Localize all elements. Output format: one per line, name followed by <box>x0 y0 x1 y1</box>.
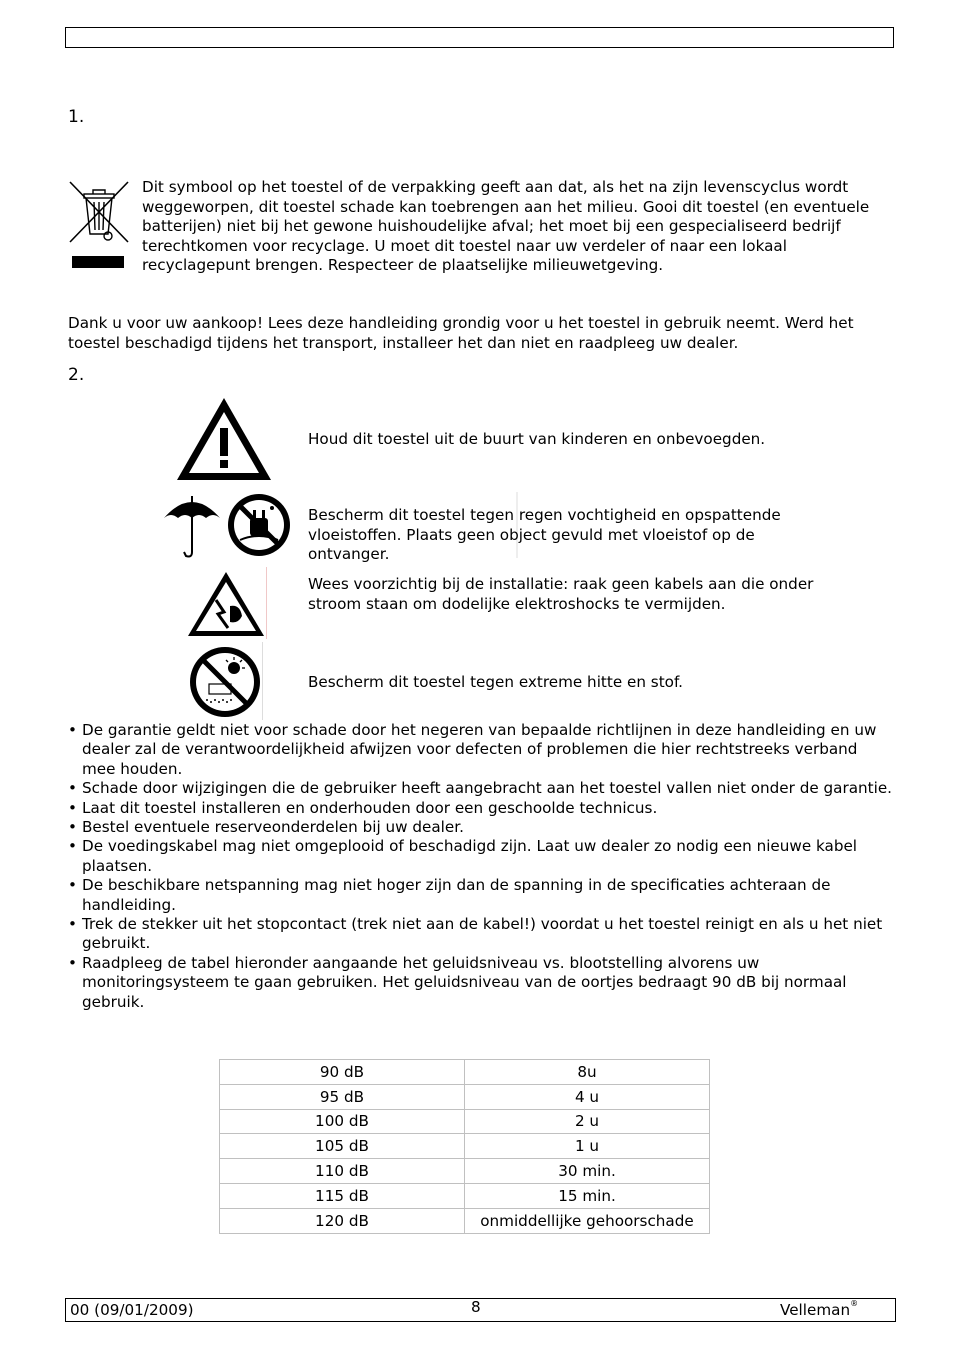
warning-heat-text: Bescherm dit toestel tegen extreme hitte en stof. <box>308 673 684 691</box>
warning-children-text: Houd dit toestel uit de buurt van kinderen en onbevoegden. <box>308 430 766 448</box>
table-row <box>220 1183 710 1208</box>
table-row <box>220 1084 710 1109</box>
warning-moisture-text: Bescherm dit toestel tegen regen vochtigheid en opspattende vloeistoffen. Plaats geen object gevuld met vloeistof op de ontvanger. <box>308 506 781 564</box>
table-cell-duration: onmiddellijke gehoorschade <box>465 1208 710 1233</box>
no-liquid-icon <box>226 492 292 558</box>
page-number: 8 <box>471 1298 481 1316</box>
list-item: • De beschikbare netspanning mag niet hoger zijn dan de spanning in de specificaties achteraan de handleiding. <box>68 876 894 915</box>
list-item: • Bestel eventuele reserveonderdelen bij uw dealer. <box>68 818 894 837</box>
table-row <box>220 1109 710 1134</box>
table-row <box>220 1208 710 1233</box>
registered-mark: ® <box>850 1299 859 1308</box>
list-item: • De garantie geldt niet voor schade door het negeren van bepaalde richtlijnen in deze handleiding en uw dealer zal de verantwoordelijkheid afwijzen voor defecten of problemen die hier rechtstreeks verband mee houden. <box>68 721 894 779</box>
table-cell-level: 120 dB <box>220 1208 465 1233</box>
table-cell-level: 100 dB <box>220 1109 465 1134</box>
section-2-number: 2. <box>68 365 85 385</box>
table-cell-level: 90 dB <box>220 1060 465 1085</box>
no-heat-dust-icon <box>187 646 263 718</box>
electric-shock-icon <box>186 570 266 638</box>
weee-bin-icon <box>68 180 130 270</box>
header-box <box>65 27 894 48</box>
list-item: • De voedingskabel mag niet omgeplooid of beschadigd zijn. Laat uw dealer zo nodig een nieuwe kabel plaatsen. <box>68 837 894 876</box>
icon-divider <box>266 567 267 639</box>
safety-guidelines-list <box>68 721 894 1012</box>
table-cell-duration: 30 min. <box>465 1159 710 1184</box>
table-cell-duration: 15 min. <box>465 1183 710 1208</box>
icon-divider <box>262 642 263 720</box>
table-cell-duration: 4 u <box>465 1084 710 1109</box>
umbrella-icon <box>162 490 222 560</box>
table-row <box>220 1134 710 1159</box>
noise-exposure-table <box>219 1059 710 1234</box>
table-cell-duration: 1 u <box>465 1134 710 1159</box>
table-row <box>220 1159 710 1184</box>
table-cell-duration: 8u <box>465 1060 710 1085</box>
table-cell-level: 95 dB <box>220 1084 465 1109</box>
table-cell-level: 115 dB <box>220 1183 465 1208</box>
list-item: • Laat dit toestel installeren en onderhouden door een geschoolde technicus. <box>68 799 894 818</box>
table-cell-level: 105 dB <box>220 1134 465 1159</box>
footer-version: 00 (09/01/2009) <box>70 1301 194 1319</box>
warning-triangle-icon <box>175 396 273 482</box>
weee-disposal-text: Dit symbool op het toestel of de verpakking geeft aan dat, als het na zijn levenscyclus wordt weggeworpen, dit toestel schade kan toebrengen aan het milieu. Gooi dit toestel (en eventuele batterijen) niet bij het gewone huishoudelijke afval; het moet bij een gespecialiseerd bedrijf terechtkomen voor recyclage. U moet dit toestel naar uw verdeler of naar een lokaal recyclagepunt brengen. Respecteer de plaatselijke milieuwetgeving. <box>142 178 870 275</box>
table-row <box>220 1060 710 1085</box>
section-1-number: 1. <box>68 107 85 127</box>
thanks-intro-text: Dank u voor uw aankoop! Lees deze handleiding grondig voor u het toestel in gebruik neemt. Werd het toestel beschadigd tijdens het transport, installeer het dan niet en raadpleeg uw dealer. <box>68 314 854 352</box>
list-item: • Trek de stekker uit het stopcontact (trek niet aan de kabel!) voordat u het toestel reinigt en als u het niet gebruikt. <box>68 915 894 954</box>
list-item: • Raadpleeg de tabel hieronder aangaande het geluidsniveau vs. blootstelling alvorens uw monitoringsysteem te gaan gebruiken. Het geluidsniveau van de oortjes bedraagt 90 dB bij normaal gebruik. <box>68 954 894 1012</box>
table-cell-level: 110 dB <box>220 1159 465 1184</box>
footer-brand <box>780 1301 858 1319</box>
list-item: • Schade door wijzigingen die de gebruiker heeft aangebracht aan het toestel vallen niet onder de garantie. <box>68 779 894 798</box>
table-cell-duration: 2 u <box>465 1109 710 1134</box>
brand-name: Velleman <box>780 1301 851 1319</box>
warning-electric-text: Wees voorzichtig bij de installatie: raak geen kabels aan die onder stroom staan om dodelijke elektroshocks te vermijden. <box>308 575 814 613</box>
